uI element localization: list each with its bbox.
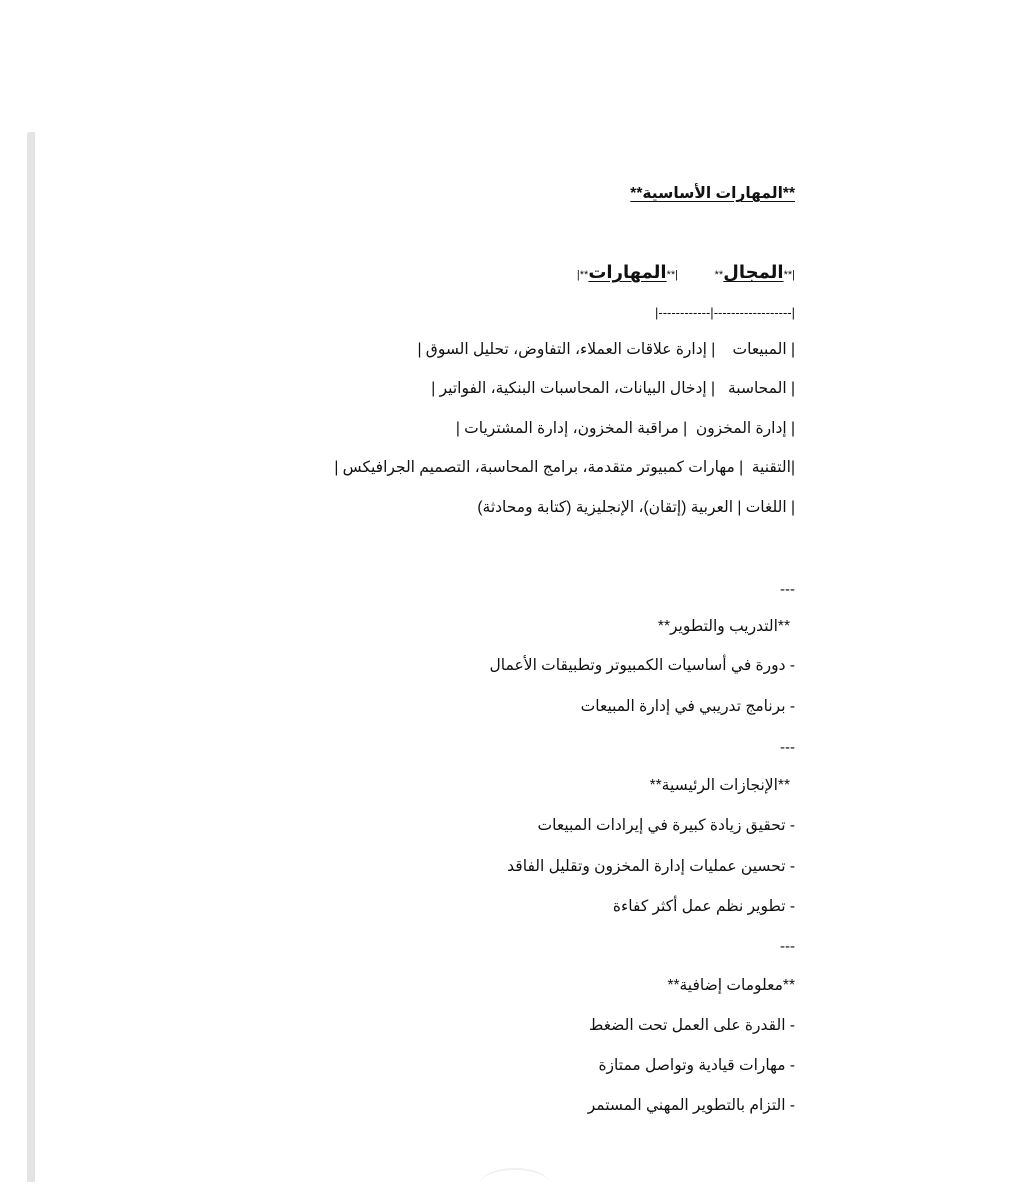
header-col1-label: المجال [723, 262, 784, 282]
list-item: - تحسين عمليات إدارة المخزون وتقليل الفاقد [507, 858, 795, 875]
row-skills: | العربية (إتقان)، الإنجليزية (كتابة ومحادثة) [477, 499, 742, 516]
row-area: | اللغات [745, 499, 795, 516]
table-row [477, 498, 795, 518]
table-row [431, 379, 795, 399]
table-separator-row: |------------------|------------| [654, 305, 795, 320]
additional-title: **معلومات إضافية** [667, 977, 795, 994]
skills-heading: **المهارات الأساسية** [630, 185, 795, 202]
table-row [334, 458, 795, 478]
list-item: - مهارات قيادية وتواصل ممتازة [598, 1057, 795, 1074]
row-skills: | مهارات كمبيوتر متقدمة، برامج المحاسبة، التصميم الجرافيكس | [334, 459, 744, 476]
skills-table-header [577, 262, 795, 285]
row-skills: | مراقبة المخزون، إدارة المشتريات | [455, 420, 688, 437]
header-separator: |** [666, 269, 679, 281]
list-item: - تطوير نظم عمل أكثر كفاءة [612, 898, 795, 915]
row-area: | المحاسبة [727, 380, 795, 397]
section-divider: --- [780, 739, 795, 756]
list-item: - تحقيق زيادة كبيرة في إيرادات المبيعات [537, 817, 795, 834]
list-item: - القدرة على العمل تحت الضغط [588, 1017, 795, 1034]
row-area: | المبيعات [732, 341, 795, 358]
section-divider: --- [780, 938, 795, 955]
row-area: | إدارة المخزون [695, 420, 795, 437]
list-item: - برنامج تدريبي في إدارة المبيعات [580, 698, 795, 715]
header-col2-label: المهارات [588, 262, 667, 282]
row-area: |التقنية [751, 459, 795, 476]
page-scroll-indicator [480, 1168, 550, 1200]
list-item: - دورة في أساسيات الكمبيوتر وتطبيقات الأعمال [489, 657, 795, 674]
table-row [417, 340, 795, 360]
header-col1-suffix: ** [714, 269, 724, 281]
achievements-title: **الإنجازات الرئيسية** [649, 777, 790, 794]
row-skills: | إدخال البيانات، المحاسبات البنكية، الفواتير | [431, 380, 716, 397]
row-skills: | إدارة علاقات العملاء، التفاوض، تحليل السوق | [417, 341, 716, 358]
header-col2-suffix: **| [576, 269, 589, 281]
training-title: **التدريب والتطوير** [657, 618, 790, 635]
section-divider: --- [780, 581, 795, 598]
list-item: - التزام بالتطوير المهني المستمر [587, 1097, 795, 1114]
table-row [456, 419, 795, 439]
header-col1-prefix: |** [783, 269, 795, 281]
